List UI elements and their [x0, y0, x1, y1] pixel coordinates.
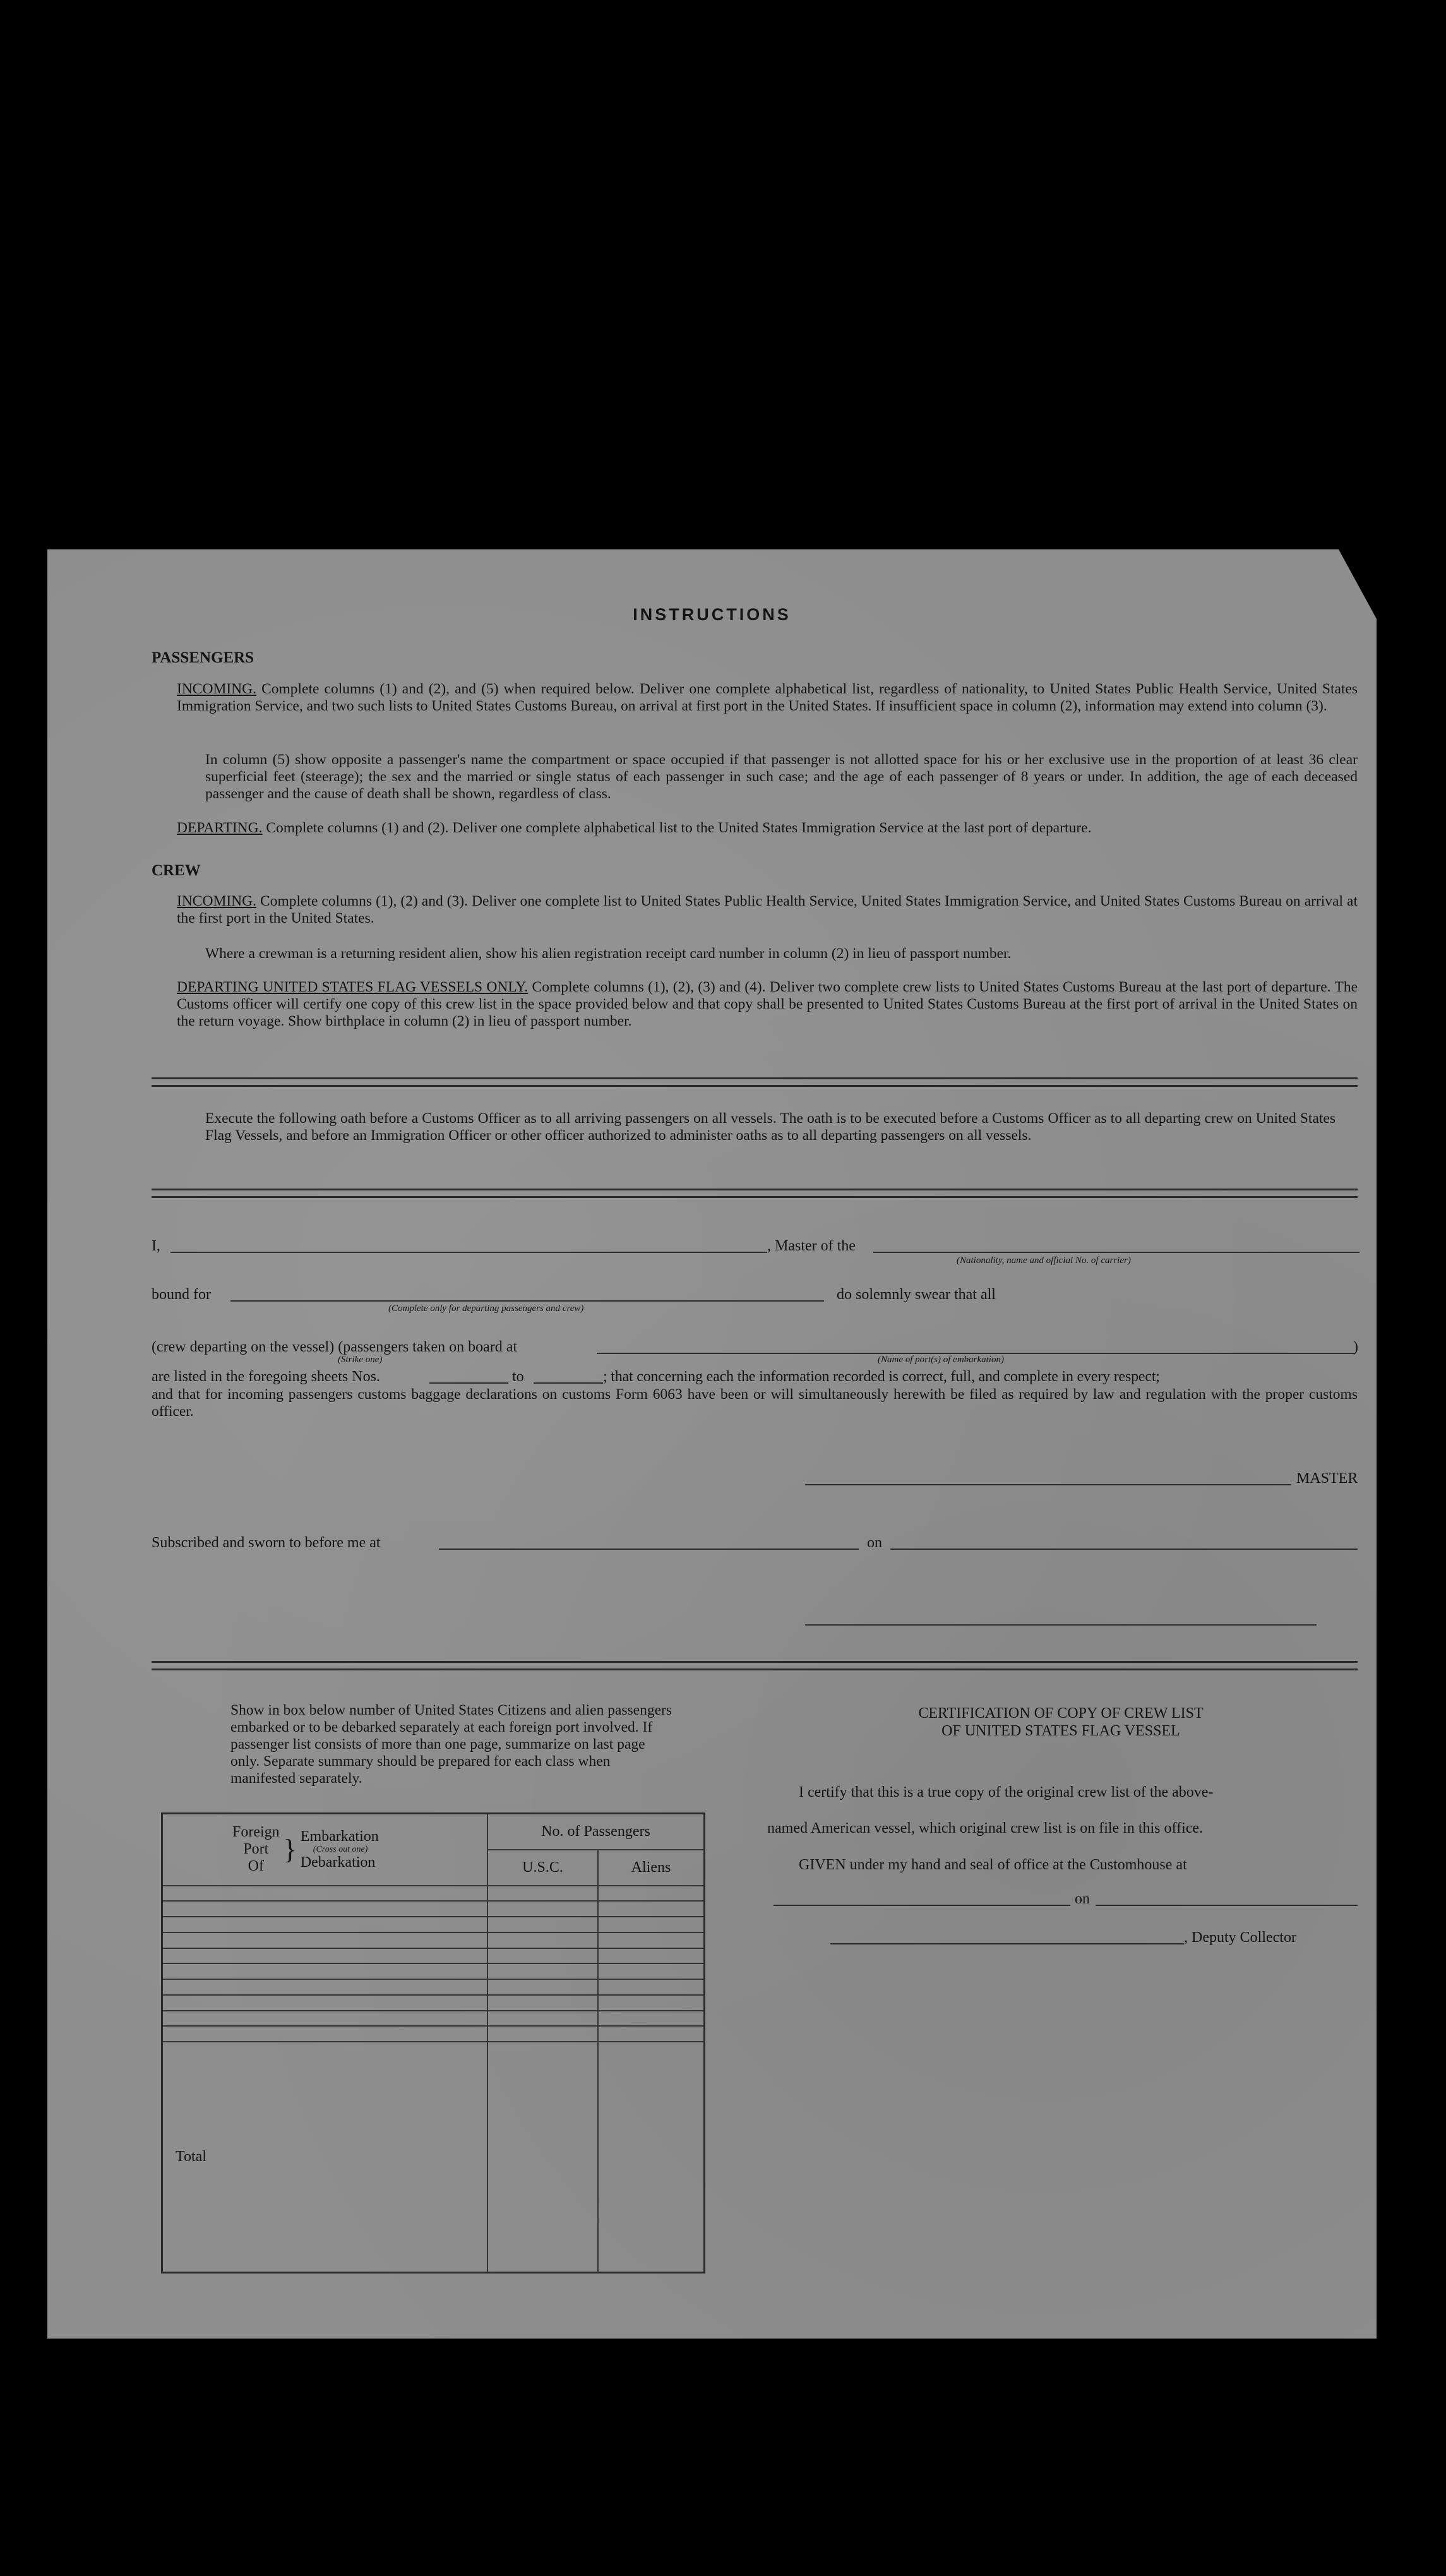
embarkation-ports-line[interactable] — [597, 1353, 1354, 1354]
master-name-line[interactable] — [170, 1252, 767, 1253]
sheet-to-line[interactable] — [534, 1382, 603, 1384]
total-aliens-cell[interactable] — [598, 2042, 705, 2272]
port-cell[interactable] — [162, 1995, 488, 2011]
passengers-incoming-text: Complete columns (1) and (2), and (5) when required below. Deliver one complete alphabetical list, regardless of nationality, to United States Public Health Service, United States Immigration Service, and two such lists to United States Customs Bureau, on arrival at first port in the United States. If insufficient space in column (2), information may extend into column (3). — [177, 681, 1358, 714]
aliens-cell[interactable] — [598, 1995, 705, 2011]
table-row — [162, 1901, 705, 1917]
master-of-label: , Master of the — [767, 1238, 856, 1254]
aliens-cell[interactable] — [598, 1917, 705, 1932]
table-row — [162, 1948, 705, 1964]
crew-incoming-label: INCOMING. — [177, 893, 256, 909]
master-label: MASTER — [1296, 1470, 1358, 1487]
brace-glyph: } — [283, 1833, 297, 1865]
passengers-incoming-paragraph — [177, 681, 1358, 715]
usc-cell[interactable] — [487, 1917, 598, 1932]
crew-departing-text: Complete columns (1), (2), (3) and (4). Deliver two complete crew lists to United States Customs Bureau at the last port of departure. The Customs officer will certify one copy of this crew list in the space provided below and that copy shall be presented to United States Customs Bureau at the first port of arrival in the United States on the return voyage. Show birthplace in column (2) in lieu of passport number. — [177, 979, 1358, 1029]
aliens-cell[interactable] — [598, 2011, 705, 2027]
passenger-summary-table — [161, 1812, 705, 2273]
total-label: Total — [162, 2042, 488, 2272]
close-paren: ) — [1353, 1339, 1358, 1355]
double-rule-3 — [152, 1661, 1358, 1670]
double-rule-2 — [152, 1189, 1358, 1198]
embark-debark — [301, 1828, 379, 1871]
cert-place-line[interactable] — [774, 1905, 1070, 1906]
passengers-heading: PASSENGERS — [152, 649, 254, 666]
cross-out-note: (Cross out one) — [313, 1844, 368, 1854]
port-cell[interactable] — [162, 2011, 488, 2027]
cert-title-1: CERTIFICATION OF COPY OF CREW LIST — [918, 1705, 1204, 1722]
ports-note: (Name of port(s) of embarkation) — [878, 1355, 1004, 1365]
cert-line-1: I certify that this is a true copy of the original crew list of the above- — [799, 1784, 1214, 1800]
usc-cell[interactable] — [487, 1979, 598, 1995]
form-page — [47, 549, 1377, 2339]
subscribed-label: Subscribed and sworn to before me at — [152, 1535, 381, 1551]
port-cell[interactable] — [162, 1901, 488, 1917]
cert-date-line[interactable] — [1096, 1905, 1358, 1906]
officer-signature-line[interactable] — [805, 1624, 1317, 1626]
master-signature-line[interactable] — [805, 1484, 1291, 1485]
double-rule-1 — [152, 1077, 1358, 1087]
table-row — [162, 1963, 705, 1979]
instructions-title: INSTRUCTIONS — [633, 605, 791, 624]
aliens-cell[interactable] — [598, 1979, 705, 1995]
bound-for-line[interactable] — [230, 1300, 824, 1302]
usc-cell[interactable] — [487, 1963, 598, 1979]
summary-instruction: Show in box below number of United States Citizens and alien passengers embarked or to be debarked separately at each foreign port involved. If passenger list consists of more than one page, summarize on last page only. Separate summary should be prepared for each class when manifested separately. — [230, 1702, 672, 1787]
cert-title-2: OF UNITED STATES FLAG VESSEL — [941, 1723, 1180, 1739]
cert-line-3: GIVEN under my hand and seal of office at the Customhouse at — [799, 1857, 1187, 1873]
subscribed-on-label: on — [867, 1535, 882, 1551]
carrier-note: (Nationality, name and official No. of carrier) — [957, 1255, 1131, 1266]
foreign-label: Foreign — [232, 1824, 280, 1841]
crew-incoming-text: Complete columns (1), (2) and (3). Deliver one complete list to United States Public Health Service, United States Immigration Service, and United States Customs Bureau on arrival at the first port in the United States. — [177, 893, 1358, 926]
no-of-passengers-header: No. of Passengers — [487, 1814, 705, 1850]
swear-label: do solemnly swear that all — [837, 1286, 996, 1303]
of-label: Of — [248, 1858, 264, 1875]
usc-cell[interactable] — [487, 1932, 598, 1948]
foreign-port-of — [232, 1824, 280, 1875]
usc-cell[interactable] — [487, 1886, 598, 1902]
carrier-line[interactable] — [873, 1252, 1359, 1253]
port-cell[interactable] — [162, 1932, 488, 1948]
usc-cell[interactable] — [487, 1948, 598, 1964]
oath-instruction-paragraph: Execute the following oath before a Customs Officer as to all arriving passengers on all vessels. The oath is to be executed before a Customs Officer as to all departing crew on United States Flag Vessels, and before an Immigration Officer or other officer authorized to administer oaths as to all departing passengers on all vessels. — [205, 1110, 1335, 1144]
port-cell[interactable] — [162, 1886, 488, 1902]
bound-for-note: (Complete only for departing passengers and crew) — [388, 1303, 584, 1314]
total-row — [162, 2042, 705, 2272]
usc-cell[interactable] — [487, 2011, 598, 2027]
table-row — [162, 1979, 705, 1995]
crew-incoming-paragraph — [177, 893, 1358, 927]
port-header-cell — [162, 1814, 488, 1886]
passengers-departing-paragraph — [177, 820, 1358, 837]
passengers-departing-label: DEPARTING. — [177, 820, 263, 836]
passengers-departing-text: Complete columns (1) and (2). Deliver one complete alphabetical list to the United States Immigration Service at the last port of departure. — [266, 820, 1092, 836]
oath-i-label: I, — [152, 1238, 160, 1254]
listed-correct-label: ; that concerning each the information recorded is correct, full, and complete in every respect; — [603, 1369, 1160, 1385]
cert-on-label: on — [1075, 1891, 1090, 1907]
table-row — [162, 1932, 705, 1948]
table-row — [162, 1917, 705, 1932]
subscribed-date-line[interactable] — [890, 1549, 1358, 1550]
aliens-cell[interactable] — [598, 2026, 705, 2042]
crew-resident-paragraph: Where a crewman is a returning resident alien, show his alien registration receipt card number in column (2) in lieu of passport number. — [205, 945, 1012, 962]
usc-cell[interactable] — [487, 2026, 598, 2042]
aliens-cell[interactable] — [598, 1963, 705, 1979]
total-usc-cell[interactable] — [487, 2042, 598, 2272]
aliens-cell[interactable] — [598, 1901, 705, 1917]
port-cell[interactable] — [162, 1917, 488, 1932]
aliens-cell[interactable] — [598, 1948, 705, 1964]
table-row — [162, 1886, 705, 1902]
aliens-cell[interactable] — [598, 1932, 705, 1948]
port-cell[interactable] — [162, 1979, 488, 1995]
sheet-from-line[interactable] — [429, 1382, 508, 1384]
listed-baggage-paragraph: and that for incoming passengers customs baggage declarations on customs Form 6063 have been or will simultaneously herewith be filed as required by law and regulation with the proper customs officer. — [152, 1386, 1358, 1420]
table-row — [162, 1995, 705, 2011]
port-label: Port — [243, 1841, 269, 1858]
port-cell[interactable] — [162, 1963, 488, 1979]
table-row — [162, 2011, 705, 2027]
usc-header: U.S.C. — [487, 1850, 598, 1886]
subscribed-place-line[interactable] — [439, 1549, 859, 1550]
passengers-incoming-label: INCOMING. — [177, 681, 256, 697]
column5-paragraph: In column (5) show opposite a passenger's name the compartment or space occupied if that passenger is not allotted space for his or her exclusive use in the proportion of at least 36 clear superficial feet (steerage); the sex and the married or single status of each passenger in such case; and the age of each passenger of 8 years or under. In addition, the age of each deceased passenger and the cause of death shall be shown, regardless of class. — [205, 752, 1358, 802]
listed-sheets-label: are listed in the foregoing sheets Nos. — [152, 1369, 380, 1385]
table-row — [162, 2026, 705, 2042]
port-cell[interactable] — [162, 1948, 488, 1964]
aliens-cell[interactable] — [598, 1886, 705, 1902]
crew-passengers-label: (crew departing on the vessel) (passengers taken on board at — [152, 1339, 518, 1355]
debarkation-label: Debarkation — [300, 1854, 376, 1871]
deputy-signature-line[interactable] — [830, 1943, 1184, 1944]
cert-line-2: named American vessel, which original crew list is on file in this office. — [767, 1820, 1204, 1836]
crew-departing-paragraph — [177, 979, 1358, 1030]
deputy-collector-label: , Deputy Collector — [1184, 1929, 1296, 1946]
embarkation-label: Embarkation — [300, 1828, 379, 1845]
usc-cell[interactable] — [487, 1901, 598, 1917]
listed-to-label: to — [512, 1369, 524, 1385]
strike-note: (Strike one) — [338, 1355, 383, 1365]
bound-for-label: bound for — [152, 1286, 211, 1303]
crew-departing-label: DEPARTING UNITED STATES FLAG VESSELS ONLY. — [177, 979, 529, 995]
usc-cell[interactable] — [487, 1995, 598, 2011]
aliens-header: Aliens — [598, 1850, 705, 1886]
crew-heading: CREW — [152, 862, 201, 879]
port-cell[interactable] — [162, 2026, 488, 2042]
